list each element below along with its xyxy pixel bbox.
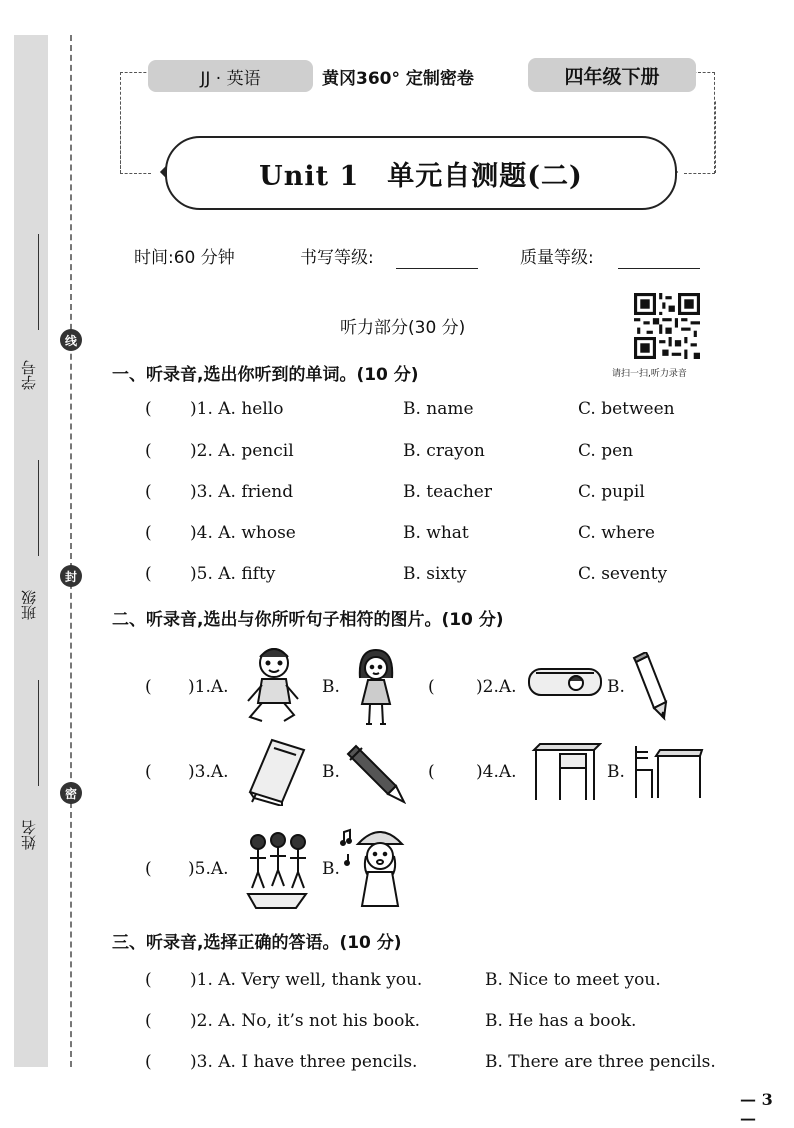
answer-paren[interactable]: ( — [145, 441, 152, 461]
q3-option-c: C. pupil — [578, 482, 645, 502]
q1-option-c: C. between — [578, 399, 675, 419]
s2-q1-b-label: B. — [322, 677, 340, 697]
q2-option-a: )2. A. pencil — [190, 441, 294, 461]
girl-icon[interactable] — [352, 648, 400, 730]
s2-q1-label: )1.A. — [188, 677, 229, 697]
page-title: Unit 1 单元自测题(二) — [259, 160, 583, 192]
answer-paren[interactable]: ( — [145, 523, 152, 543]
s3-q2-option-b: B. He has a book. — [485, 1011, 637, 1031]
s2-q4-label: )4.A. — [476, 762, 517, 782]
s2-q2-b-label: B. — [607, 677, 625, 697]
class-label: 班级 — [20, 590, 38, 620]
answer-paren[interactable]: ( — [145, 677, 152, 697]
cut-line — [70, 35, 72, 1067]
q2-option-c: C. pen — [578, 441, 634, 461]
answer-paren[interactable]: ( — [145, 482, 152, 502]
quality-grade-blank[interactable] — [618, 250, 700, 269]
series-name: 黄冈360° 定制密卷 — [322, 69, 474, 89]
q3-option-b: B. teacher — [403, 482, 492, 502]
pencil-case-icon[interactable] — [526, 663, 604, 701]
seal-line: 线 — [60, 329, 82, 351]
s3-q2-option-a: )2. A. No, it’s not his book. — [190, 1011, 421, 1031]
q2-option-b: B. crayon — [403, 441, 485, 461]
answer-paren[interactable]: ( — [145, 1052, 152, 1072]
s2-q5-b-label: B. — [322, 859, 340, 879]
s3-q1-option-b: B. Nice to meet you. — [485, 970, 661, 990]
q5-option-b: B. sixty — [403, 564, 467, 584]
pencil-icon[interactable] — [630, 652, 672, 722]
seal-secret: 密 — [60, 782, 82, 804]
answer-paren[interactable]: ( — [145, 564, 152, 584]
q5-option-a: )5. A. fifty — [190, 564, 276, 584]
s3-q3-option-b: B. There are three pencils. — [485, 1052, 716, 1072]
student-id-label: 学号 — [20, 360, 38, 390]
section1-title: 一、听录音,选出你听到的单词。(10 分) — [112, 365, 419, 385]
q1-option-a: )1. A. hello — [190, 399, 284, 419]
listening-part-heading: 听力部分(30 分) — [340, 318, 466, 338]
answer-paren[interactable]: ( — [145, 970, 152, 990]
class-blank — [38, 460, 39, 556]
s2-q4-b-label: B. — [607, 762, 625, 782]
s2-q5-label: )5.A. — [188, 859, 229, 879]
name-blank — [38, 680, 39, 786]
writing-grade-label: 书写等级: — [300, 248, 374, 268]
q4-option-c: C. where — [578, 523, 655, 543]
grade-badge: 四年级下册 — [528, 58, 696, 92]
desk-icon[interactable] — [530, 740, 602, 802]
time-info: 时间:60 分钟 — [134, 248, 235, 268]
s2-q3-b-label: B. — [322, 762, 340, 782]
seal-seal: 封 — [60, 565, 82, 587]
writing-grade-blank[interactable] — [396, 250, 478, 269]
qr-caption: 请扫一扫,听力录音 — [612, 369, 687, 379]
answer-paren[interactable]: ( — [145, 399, 152, 419]
answer-paren[interactable]: ( — [428, 762, 435, 782]
q1-option-b: B. name — [403, 399, 474, 419]
boy-tying-shoe-icon[interactable] — [240, 645, 306, 725]
title-box — [165, 136, 677, 210]
q5-option-c: C. seventy — [578, 564, 668, 584]
section2-title: 二、听录音,选出与你所听句子相符的图片。(10 分) — [112, 610, 504, 630]
qr-code-icon[interactable] — [634, 293, 700, 359]
s3-q3-option-a: )3. A. I have three pencils. — [190, 1052, 418, 1072]
answer-paren[interactable]: ( — [145, 859, 152, 879]
pen-icon[interactable] — [344, 742, 406, 804]
answer-paren[interactable]: ( — [428, 677, 435, 697]
q4-option-b: B. what — [403, 523, 469, 543]
page-number: — 3 — — [740, 1090, 773, 1128]
section3-title: 三、听录音,选择正确的答语。(10 分) — [112, 933, 402, 953]
children-dancing-icon[interactable] — [242, 828, 314, 910]
s2-q2-label: )2.A. — [476, 677, 517, 697]
q4-option-a: )4. A. whose — [190, 523, 296, 543]
girl-singing-icon[interactable] — [340, 826, 412, 910]
q3-option-a: )3. A. friend — [190, 482, 294, 502]
s2-q3-label: )3.A. — [188, 762, 229, 782]
answer-paren[interactable]: ( — [145, 1011, 152, 1031]
subject-badge: JJ · 英语 — [148, 60, 313, 92]
desk-and-chair-icon[interactable] — [632, 742, 704, 802]
book-icon[interactable] — [242, 736, 308, 806]
answer-paren[interactable]: ( — [145, 762, 152, 782]
student-id-blank — [38, 234, 39, 330]
binding-margin — [14, 35, 48, 1067]
name-label: 姓名 — [20, 820, 38, 850]
s3-q1-option-a: )1. A. Very well, thank you. — [190, 970, 423, 990]
quality-grade-label: 质量等级: — [520, 248, 594, 268]
